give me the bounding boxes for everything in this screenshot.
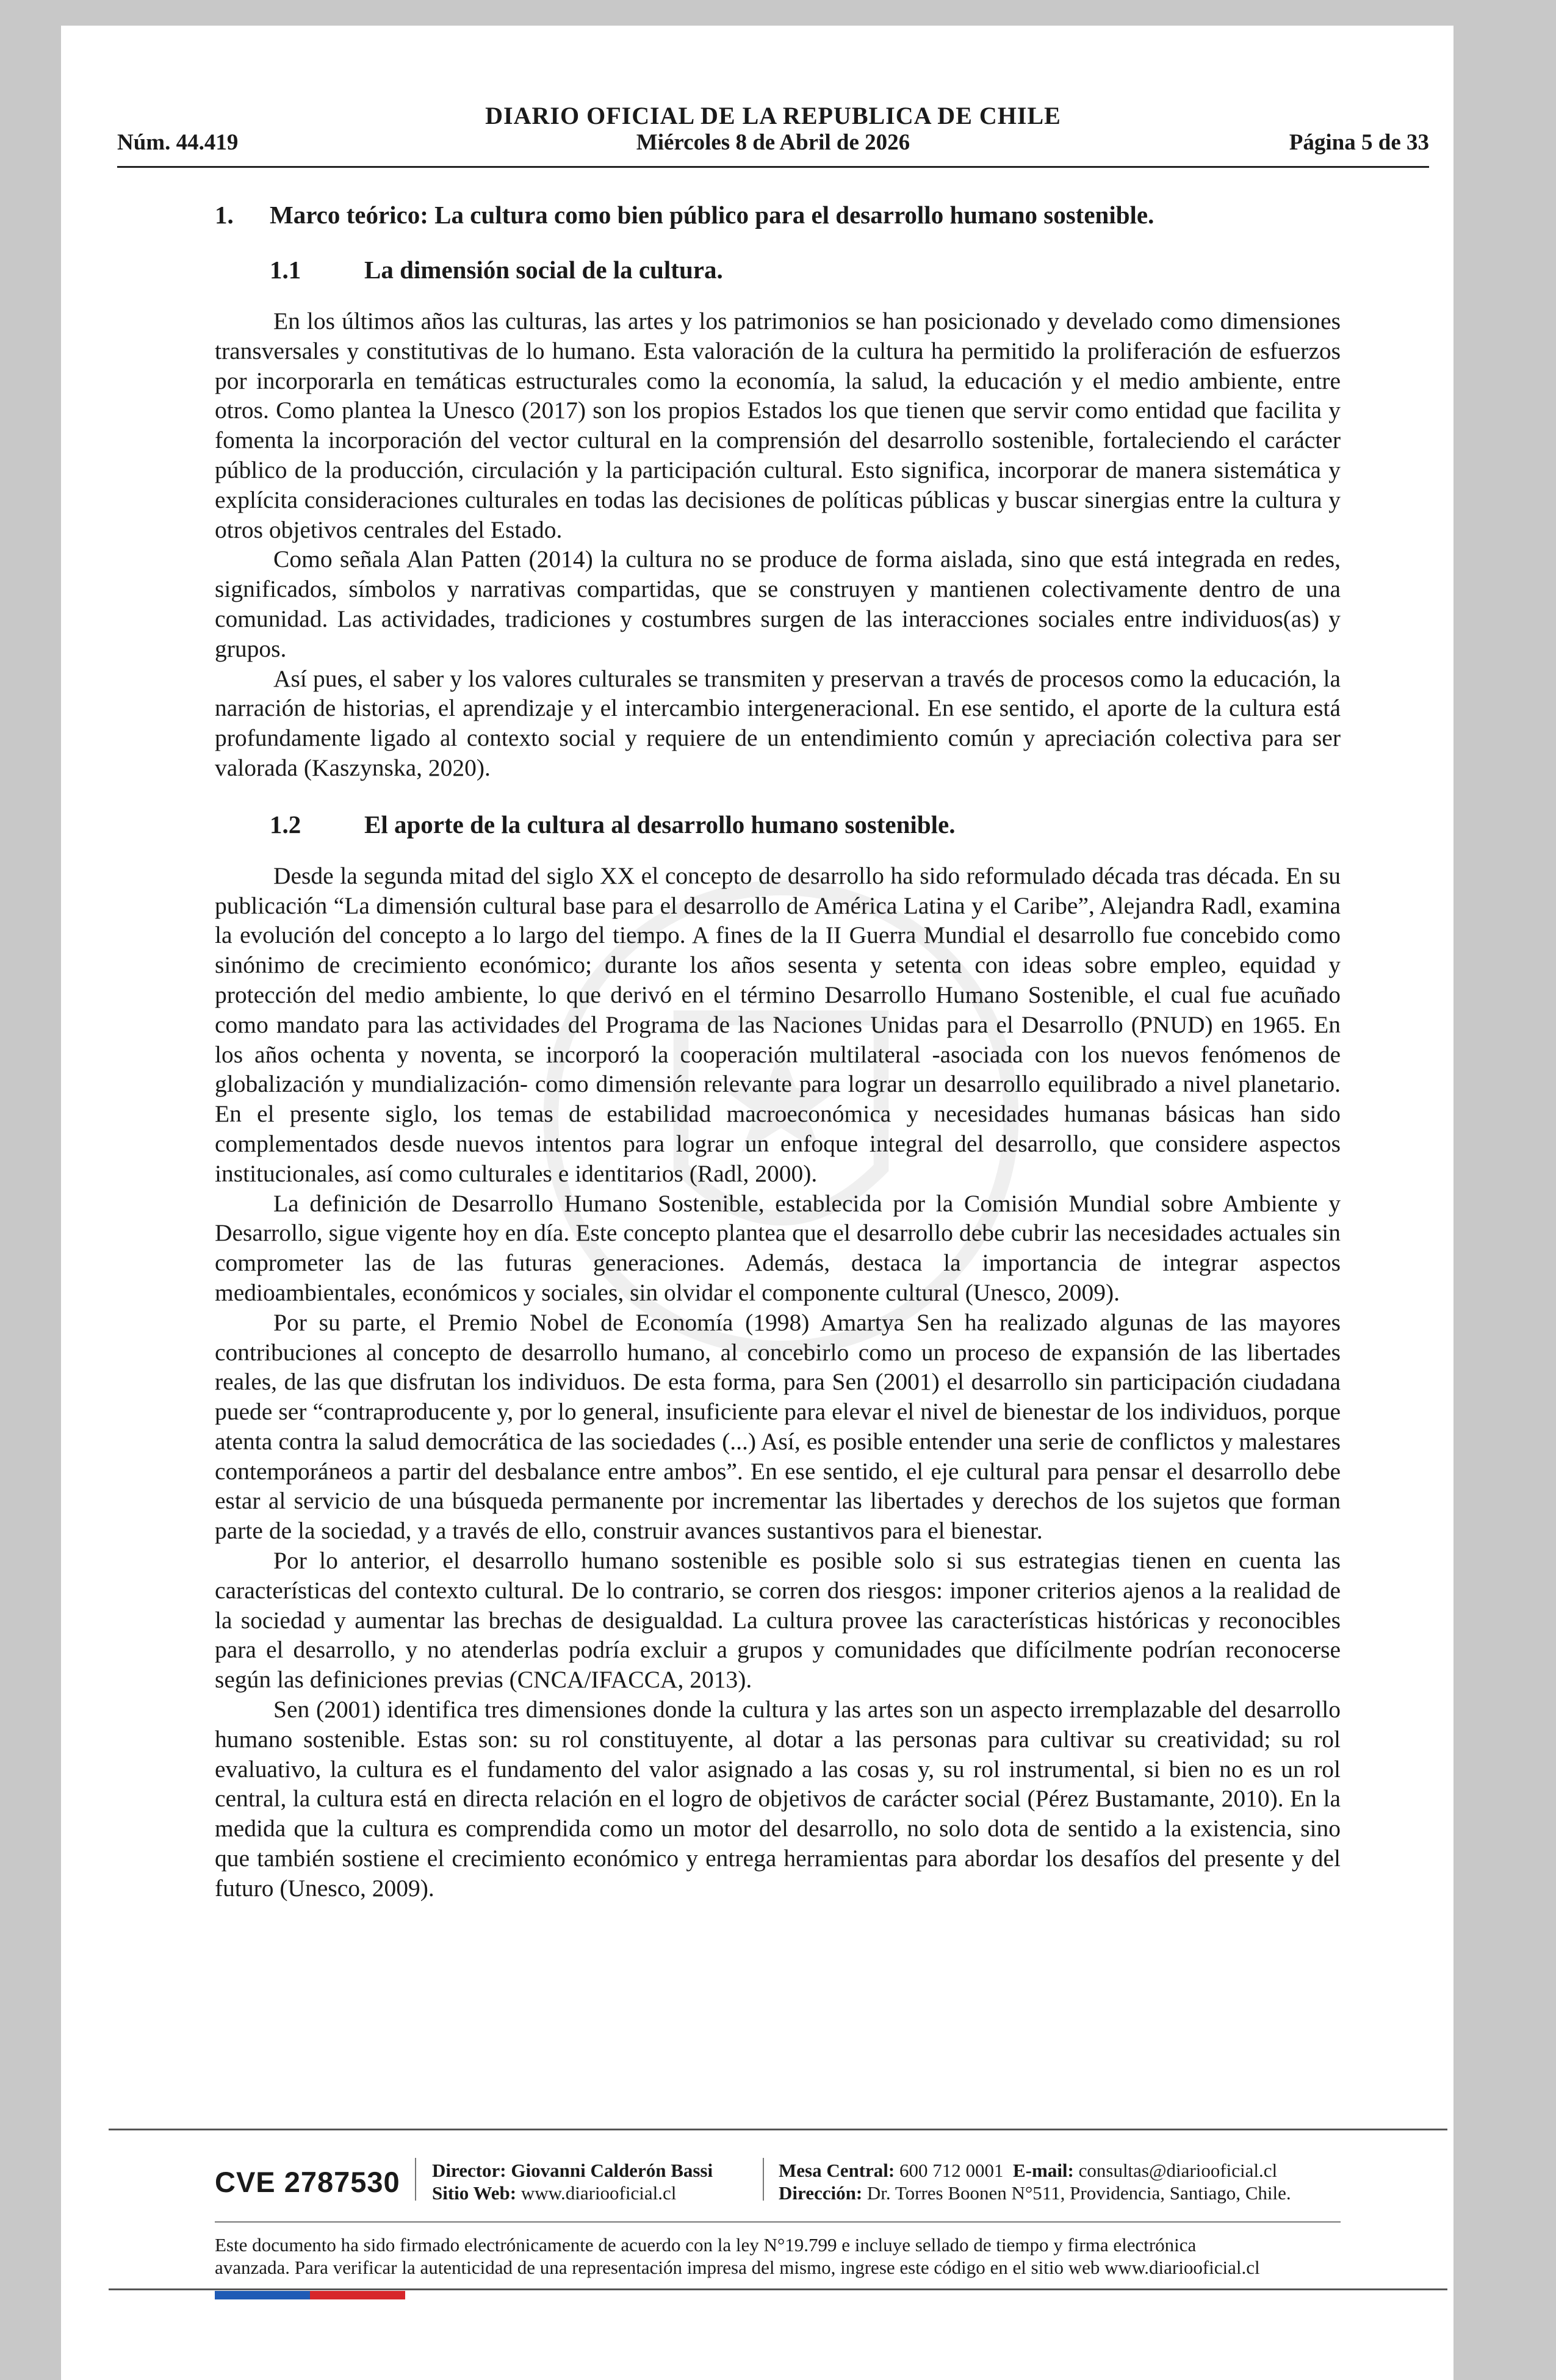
header-rule — [117, 166, 1429, 168]
subsection-title: El aporte de la cultura al desarrollo humano sostenible. — [364, 810, 956, 838]
footer-top-rule — [109, 2129, 1447, 2130]
paragraph: Por su parte, el Premio Nobel de Economía (1998) Amartya Sen ha realizado algunas de las mayores contribuciones al concepto de desarrollo humano, al concebirlo como un proceso de expansión de las libertades reales, de las que disfrutan los individuos. De esta forma, para Sen (2001) el desarrollo sin participación ciudadana puede ser “contraproducente y, por lo general, insuficiente para elevar el nivel de bienestar de los individuos, porque atenta contra la salud democrática de las sociedades (...) Así, es posible entender una serie de conflictos y malestares contemporáneos a partir del desbalance entre ambos”. En ese sentido, el eje cultural para pensar el desarrollo debe estar al servicio de una búsqueda permanente por incrementar las libertades y derechos de los sujetos que forman parte de la sociedad, y a través de ello, construir avances sustantivos para el bienestar. — [215, 1308, 1341, 1545]
director-label: Director: — [432, 2160, 506, 2181]
subsection-1-2-heading — [270, 810, 1341, 839]
section-number: 1. — [215, 201, 234, 229]
footer-separator — [415, 2158, 416, 2201]
paragraph: Por lo anterior, el desarrollo humano sostenible es posible solo si sus estrategias tienen en cuenta las características del contexto cultural. De lo contrario, se corren dos riesgos: imponer criterios ajenos a la realidad de la sociedad y aumentar las brechas de desigualdad. La cultura provee las características históricas y reconocibles para el desarrollo, y no atenderlas podría excluir a grupos y comunidades que difícilmente podrían reconocerse según las definiciones previas (CNCA/IFACCA, 2013). — [215, 1547, 1341, 1693]
paragraph: Como señala Alan Patten (2014) la cultura no se produce de forma aislada, sino que está integrada en redes, significados, símbolos y narrativas compartidas, que se construyen y mantienen colectivamente dentro de una comunidad. Las actividades, tradiciones y costumbres surgen de las interacciones sociales entre individuos(as) y grupos. — [215, 546, 1341, 662]
flag-blue-segment — [215, 2291, 310, 2299]
issue-number: Núm. 44.419 — [117, 130, 239, 155]
legal-line: Este documento ha sido firmado electrónicamente de acuerdo con la ley N°19.799 e incluye sellado de tiempo y firma electrónica — [215, 2234, 1197, 2256]
footer-bottom-rule — [109, 2288, 1447, 2290]
phone-number: 600 712 0001 — [899, 2160, 1004, 2181]
website-link[interactable]: www.diariooficial.cl — [520, 2182, 677, 2204]
page-footer — [61, 2155, 1453, 2380]
cve-code: CVE 2787530 — [215, 2166, 400, 2198]
document-page — [61, 26, 1453, 2380]
subsection-number: 1.2 — [270, 810, 301, 838]
section-title: Marco teórico: La cultura como bien público para el desarrollo humano sostenible. — [270, 201, 1154, 229]
paragraph: Desde la segunda mitad del siglo XX el concepto de desarrollo ha sido reformulado década tras década. En su publicación “La dimensión cultural base para el desarrollo de América Latina y el Caribe”, Alejandra Radl, examina la evolución del concepto a lo largo del tiempo. A fines de la II Guerra Mundial el desarrollo fue concebido como sinónimo de crecimiento económico; durante los años sesenta y setenta con ideas sobre empleo, equidad y protección del medio ambiente, lo que derivó en el término Desarrollo Humano Sostenible, el cual fue acuñado como mandato para las actividades del Programa de las Naciones Unidas para el Desarrollo (PNUD) en 1965. En los años ochenta y noventa, se incorporó la cooperación multilateral -asociada con los nuevos fenómenos de globalización y mundialización- como dimensión relevante para lograr un desarrollo equilibrado a nivel planetario. En el presente siglo, los temas de estabilidad macroeconómica y necesidades humanas básicas han sido complementados desde nuevos intentos para lograr un enfoque integral del desarrollo, que considere aspectos institucionales, así como culturales e identitarios (Radl, 2000). — [215, 862, 1341, 1187]
footer-mid-rule — [215, 2221, 1341, 2223]
footer-director-block — [432, 2159, 713, 2204]
legal-notice — [215, 2234, 1374, 2279]
page-number: Página 5 de 33 — [1289, 130, 1429, 155]
section-1-heading — [215, 200, 1341, 229]
issue-date: Miércoles 8 de Abril de 2026 — [636, 130, 910, 155]
website-label: Sitio Web: — [432, 2182, 517, 2204]
address-label: Dirección: — [779, 2182, 863, 2204]
email-link[interactable]: consultas@diariooficial.cl — [1078, 2160, 1278, 2181]
footer-separator — [763, 2158, 764, 2201]
paragraph: En los últimos años las culturas, las artes y los patrimonios se han posicionado y develado como dimensiones transversales y constitutivas de lo humano. Esta valoración de la cultura ha permitido la proliferación de esfuerzos por incorporarla en temáticas estructurales como la economía, la salud, la educación y el medio ambiente, entre otros. Como plantea la Unesco (2017) son los propios Estados los que tienen que servir como entidad que facilita y fomenta la incorporación del vector cultural en la comprensión del desarrollo sostenible, fortaleciendo el carácter público de la producción, circulación y la participación cultural. Esto significa, incorporar de manera sistemática y explícita consideraciones culturales en todas las decisiones de políticas públicas y buscar sinergias entre la cultura y otros objetivos centrales del Estado. — [215, 308, 1341, 543]
legal-line: avanzada. Para verificar la autenticidad de una representación impresa del mismo, ingrese este código en el sitio web www.diariooficial.cl — [215, 2257, 1260, 2278]
page-header — [117, 79, 1429, 189]
director-name: Giovanni Calderón Bassi — [511, 2160, 713, 2181]
paragraph: Sen (2001) identifica tres dimensiones donde la cultura y las artes son un aspecto irremplazable del desarrollo humano sostenible. Estas son: su rol constituyente, al dotar a las personas para cultivar su creatividad; su rol evaluativo, la cultura es el fundamento del valor asignado a las cosas y, su rol instrumental, si bien no es un rol central, la cultura está en directa relación en el logro de objetivos de carácter social (Pérez Bustamante, 2010). En la medida que la cultura es comprendida como un motor del desarrollo, no solo dota de sentido a la existencia, sino que también sostiene el crecimiento económico y entrega herramientas para abordar los desafíos del presente y del futuro (Unesco, 2009). — [215, 1696, 1341, 1902]
email-label: E-mail: — [1013, 2160, 1074, 2181]
flag-red-segment — [310, 2291, 405, 2299]
subsection-1-1-heading — [270, 255, 1341, 284]
address-text: Dr. Torres Boonen N°511, Providencia, Santiago, Chile. — [866, 2182, 1291, 2204]
phone-label: Mesa Central: — [779, 2160, 895, 2181]
publication-title: DIARIO OFICIAL DE LA REPUBLICA DE CHILE — [485, 102, 1061, 129]
paragraph: La definición de Desarrollo Humano Sostenible, establecida por la Comisión Mundial sobre Ambiente y Desarrollo, sigue vigente hoy en día. Este concepto plantea que el desarrollo debe cubrir las necesidades actuales sin comprometer las de las futuras generaciones. Además, destaca la importancia de integrar aspectos medioambientales, económicos y sociales, sin olvidar el componente cultural (Unesco, 2009). — [215, 1189, 1341, 1306]
chile-flag-stripe — [215, 2291, 405, 2299]
subsection-title: La dimensión social de la cultura. — [364, 256, 723, 284]
footer-contact-block — [779, 2159, 1291, 2204]
subsection-number: 1.1 — [270, 256, 301, 284]
document-body — [215, 176, 1341, 1903]
paragraph: Así pues, el saber y los valores culturales se transmiten y preservan a través de procesos como la educación, la narración de historias, el aprendizaje y el intercambio intergeneracional. En ese sentido, el aporte de la cultura está profundamente ligado al contexto social y requiere de un entendimiento común y apreciación colectiva para ser valorada (Kaszynska, 2020). — [215, 665, 1341, 781]
